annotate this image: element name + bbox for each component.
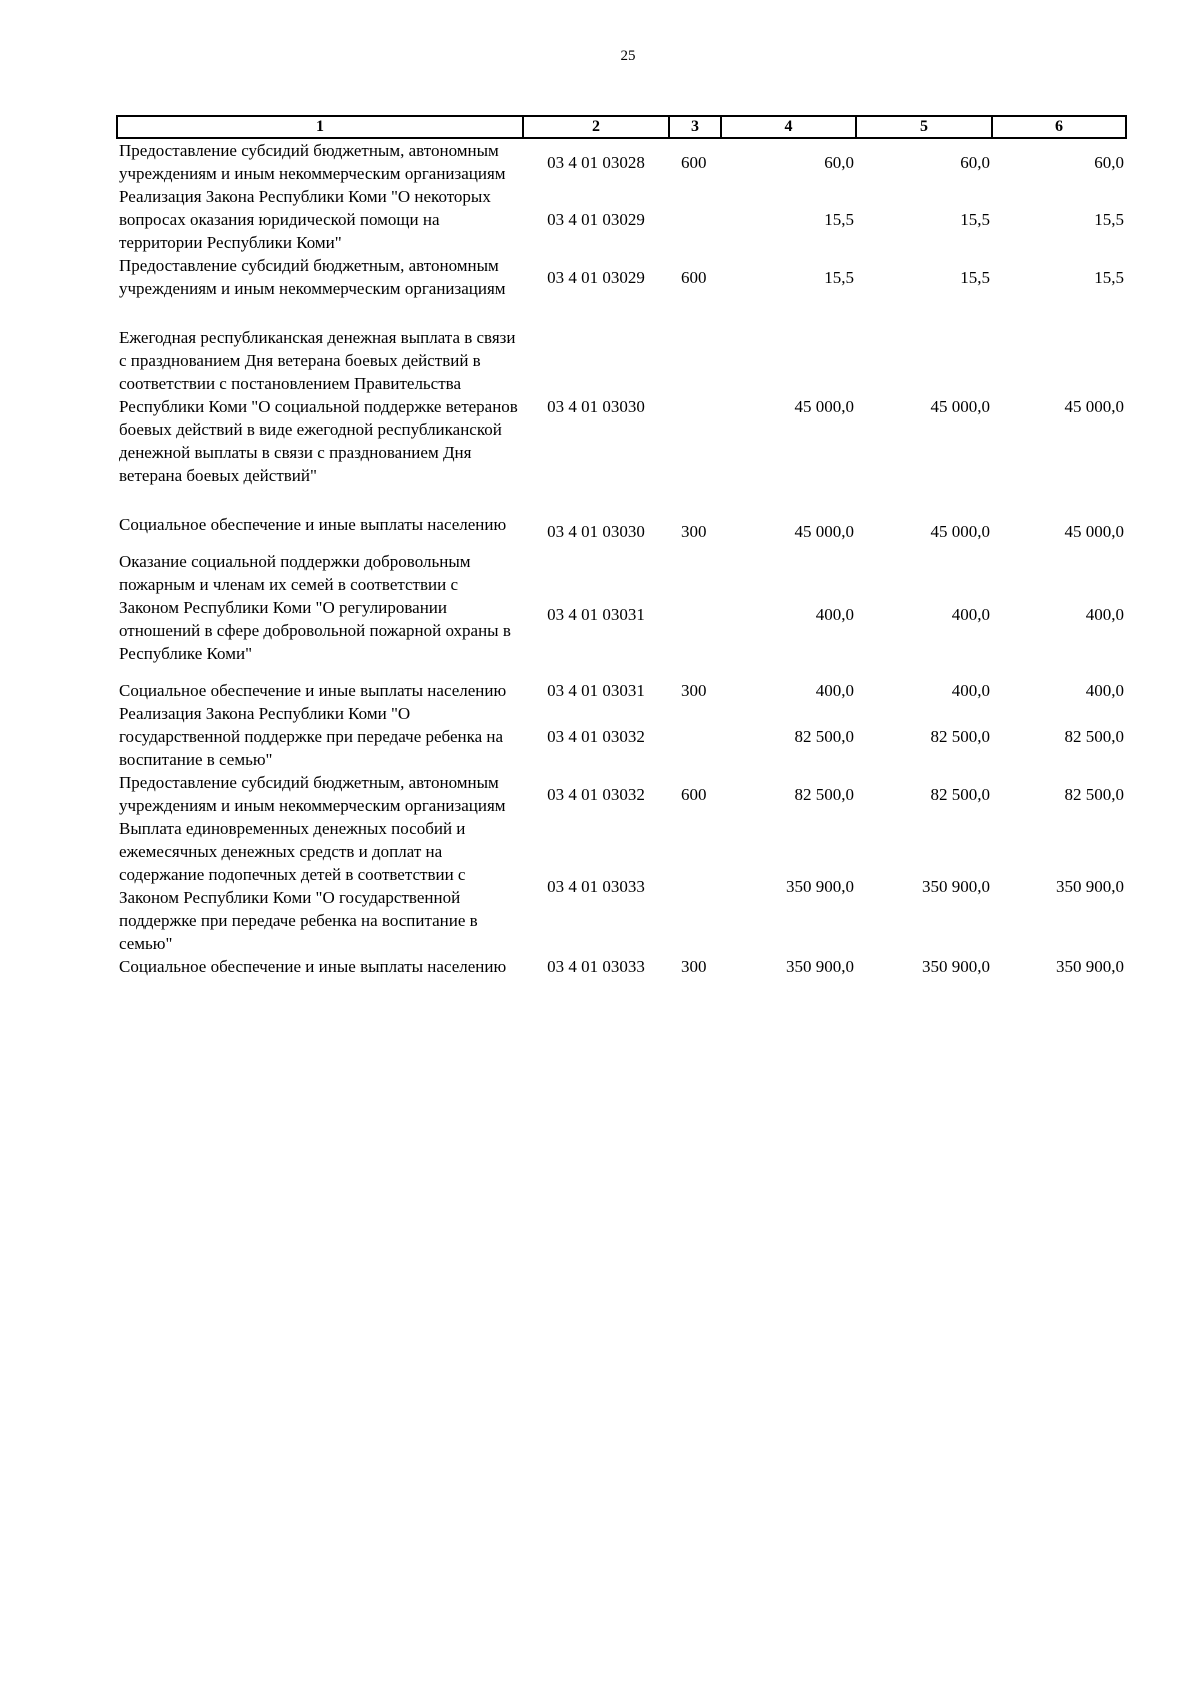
row-type: 300 bbox=[681, 681, 707, 700]
table-row bbox=[117, 185, 1126, 254]
row-value-6: 45 000,0 bbox=[1064, 397, 1124, 416]
row-type: 300 bbox=[681, 957, 707, 976]
row-value-4: 82 500,0 bbox=[794, 727, 854, 746]
row-name: Ежегодная республиканская денежная выплата в связи с празднованием Дня ветерана боевых действий в соответствии с постановлением Правительства Республики Коми "О социальной поддержке ветеранов боевых действий в виде ежегодной республиканской денежной выплаты в связи с празднованием Дня ветерана боевых действий" bbox=[119, 328, 518, 485]
row-value-5: 45 000,0 bbox=[930, 522, 990, 541]
row-value-4: 82 500,0 bbox=[794, 784, 854, 804]
row-code: 03 4 01 03028 bbox=[547, 152, 645, 172]
row-value-6: 82 500,0 bbox=[1064, 727, 1124, 746]
row-value-6: 350 900,0 bbox=[1056, 957, 1124, 976]
table-row bbox=[117, 254, 1126, 300]
row-type bbox=[669, 550, 721, 679]
row-value-6: 15,5 bbox=[1094, 267, 1124, 287]
header-col-6: 6 bbox=[992, 116, 1126, 138]
row-value-6: 60,0 bbox=[1094, 152, 1124, 172]
row-code: 03 4 01 03033 bbox=[547, 957, 645, 976]
header-col-4: 4 bbox=[721, 116, 856, 138]
row-value-4: 400,0 bbox=[815, 681, 854, 700]
row-value-4: 15,5 bbox=[824, 267, 854, 287]
row-value-5: 15,5 bbox=[960, 210, 990, 229]
row-name: Социальное обеспечение и иные выплаты населению bbox=[119, 957, 507, 976]
table-header-row bbox=[117, 116, 1126, 138]
row-type bbox=[669, 817, 721, 955]
row-value-5: 400,0 bbox=[951, 605, 990, 624]
row-type: 600 bbox=[681, 267, 707, 287]
page-number: 25 bbox=[620, 48, 636, 64]
row-value-5: 15,5 bbox=[960, 267, 990, 287]
row-code: 03 4 01 03032 bbox=[547, 784, 645, 804]
row-code: 03 4 01 03031 bbox=[547, 681, 645, 700]
table-row bbox=[117, 300, 1126, 513]
row-code: 03 4 01 03031 bbox=[547, 605, 645, 624]
row-value-5: 82 500,0 bbox=[930, 727, 990, 746]
row-name: Выплата единовременных денежных пособий и ежемесячных денежных средств и доплат на содержание подопечных детей в соответствии с Законом Республики Коми "О государственной поддержке при передаче ребенка на воспитание в семью" bbox=[119, 819, 478, 953]
row-name: Предоставление субсидий бюджетным, автономным учреждениям и иным некоммерческим организациям bbox=[119, 256, 506, 298]
row-value-6: 82 500,0 bbox=[1064, 784, 1124, 804]
table-row bbox=[117, 955, 1126, 978]
table-row bbox=[117, 550, 1126, 679]
row-value-6: 400,0 bbox=[1085, 681, 1124, 700]
row-code: 03 4 01 03029 bbox=[547, 210, 645, 229]
row-name: Оказание социальной поддержки добровольным пожарным и членам их семей в соответствии с Законом Республики Коми "О регулировании отношений в сфере добровольной пожарной охраны в Республике Коми" bbox=[119, 552, 511, 663]
row-value-4: 60,0 bbox=[824, 152, 854, 172]
header-col-5: 5 bbox=[856, 116, 992, 138]
row-value-5: 400,0 bbox=[951, 681, 990, 700]
row-value-4: 15,5 bbox=[824, 210, 854, 229]
row-value-5: 82 500,0 bbox=[930, 784, 990, 804]
row-value-5: 60,0 bbox=[960, 152, 990, 172]
row-value-4: 350 900,0 bbox=[786, 876, 854, 896]
row-code: 03 4 01 03030 bbox=[547, 522, 645, 541]
row-type: 300 bbox=[681, 522, 707, 541]
row-code: 03 4 01 03033 bbox=[547, 876, 645, 896]
row-type: 600 bbox=[681, 152, 707, 172]
row-name: Предоставление субсидий бюджетным, автономным учреждениям и иным некоммерческим организациям bbox=[119, 141, 506, 183]
row-type bbox=[669, 702, 721, 771]
row-value-6: 45 000,0 bbox=[1064, 522, 1124, 541]
row-type: 600 bbox=[681, 784, 707, 804]
row-code: 03 4 01 03032 bbox=[547, 727, 645, 746]
budget-table bbox=[116, 115, 1127, 978]
row-name: Реализация Закона Республики Коми "О некоторых вопросах оказания юридической помощи на территории Республики Коми" bbox=[119, 187, 491, 252]
row-type bbox=[669, 185, 721, 254]
row-name: Социальное обеспечение и иные выплаты населению bbox=[119, 681, 507, 700]
header-col-1: 1 bbox=[117, 116, 523, 138]
row-value-4: 45 000,0 bbox=[794, 522, 854, 541]
row-value-4: 400,0 bbox=[815, 605, 854, 624]
row-value-6: 400,0 bbox=[1085, 605, 1124, 624]
row-value-4: 45 000,0 bbox=[794, 397, 854, 416]
row-value-5: 350 900,0 bbox=[922, 876, 990, 896]
header-col-3: 3 bbox=[669, 116, 721, 138]
table-row bbox=[117, 702, 1126, 771]
header-col-2: 2 bbox=[523, 116, 669, 138]
row-value-4: 350 900,0 bbox=[786, 957, 854, 976]
table-row bbox=[117, 679, 1126, 702]
row-name: Реализация Закона Республики Коми "О государственной поддержке при передаче ребенка на воспитание в семью" bbox=[119, 704, 504, 769]
table-row bbox=[117, 771, 1126, 817]
table-row bbox=[117, 817, 1126, 955]
row-code: 03 4 01 03030 bbox=[547, 397, 645, 416]
row-value-6: 15,5 bbox=[1094, 210, 1124, 229]
row-type bbox=[669, 300, 721, 513]
row-value-5: 45 000,0 bbox=[930, 397, 990, 416]
row-name: Социальное обеспечение и иные выплаты населению bbox=[119, 515, 507, 534]
row-value-6: 350 900,0 bbox=[1056, 876, 1124, 896]
row-value-5: 350 900,0 bbox=[922, 957, 990, 976]
row-name: Предоставление субсидий бюджетным, автономным учреждениям и иным некоммерческим организациям bbox=[119, 773, 506, 815]
table-row bbox=[117, 138, 1126, 185]
row-code: 03 4 01 03029 bbox=[547, 267, 645, 287]
table-row bbox=[117, 513, 1126, 550]
